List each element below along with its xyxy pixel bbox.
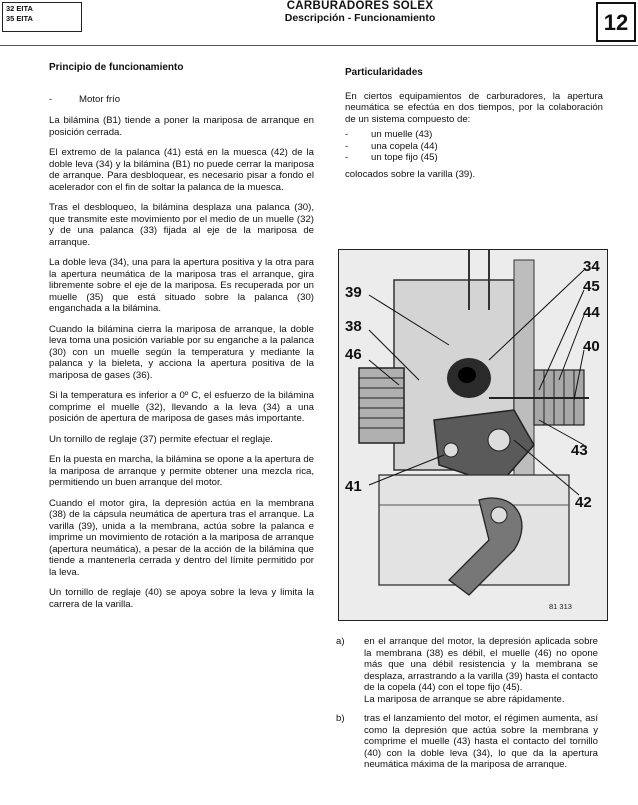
callout-label: 39 bbox=[345, 284, 362, 301]
paragraph: En la puesta en marcha, la bilámina se opone a la apertura de la mariposa de arranque y permite obtener una mezcla rica, permitiendo un buen arranque del motor. bbox=[49, 454, 314, 488]
item-text: La mariposa de arranque se abre rápidamente. bbox=[364, 693, 565, 705]
carburetor-photo bbox=[338, 249, 608, 621]
item-text: en el arranque del motor, la depresión aplicada sobre la membrana (38) es débil, el muelle (46) no opone más que una débil resistencia y la membrana se desplaza, arrastrando a la varilla (39) hasta el contacto de la copela (44) con el tope fijo (45). bbox=[364, 636, 598, 693]
item-label: a) bbox=[336, 636, 345, 647]
header-divider bbox=[0, 45, 638, 46]
paragraph: Si la temperatura es inferior a 0º C, el esfuerzo de la bilámina comprime el muelle (32), llevando a la leva (34) a una posición de apertura de mariposa de gases más importante. bbox=[49, 390, 314, 424]
paragraph: Cuando la bilámina cierra la mariposa de arranque, la doble leva toma una posición variable por su enganche a la palanca (30) con un muelle según la temperatura y mediante la palanca y la bieleta, y acciona la apertura positiva de la mariposa de gases (36). bbox=[49, 323, 314, 381]
right-column-top bbox=[345, 67, 603, 189]
model-code-box bbox=[2, 2, 82, 32]
paragraph: Un tornillo de reglaje (40) se apoya sobre la leva y limita la carrera de la varilla. bbox=[49, 587, 314, 610]
dash-marker: - bbox=[49, 93, 53, 105]
labeled-item bbox=[336, 636, 598, 705]
model-code: 35 EITA bbox=[6, 14, 33, 23]
dash-item-text: Motor frío bbox=[79, 93, 121, 105]
item-label: b) bbox=[336, 713, 345, 724]
callout-label: 43 bbox=[571, 442, 588, 459]
paragraph: Cuando el motor gira, la depresión actúa en la membrana (38) de la cápsula neumática de apertura tras el arranque. La varilla (39), unida a la membrana, actúa sobre la palanca e imprime un movimiento de rotación a la mariposa de arranque (apertura neumática), a pesar de la acción de la bilámina que tiende a mantenerla cerrada y dentro del límite permitido por la leva. bbox=[49, 497, 314, 578]
list-item-text: un tope fijo (45) bbox=[371, 152, 438, 163]
carburetor-illustration bbox=[339, 250, 608, 621]
section-heading: Particularidades bbox=[345, 67, 423, 78]
section-heading: Principio de funcionamiento bbox=[49, 62, 184, 73]
list-item-text: un muelle (43) bbox=[371, 129, 433, 140]
callout-label: 41 bbox=[345, 478, 362, 495]
callout-label: 40 bbox=[583, 338, 600, 355]
left-column bbox=[49, 62, 314, 619]
callout-label: 42 bbox=[575, 494, 592, 511]
right-column-bottom bbox=[336, 636, 598, 779]
callout-label: 44 bbox=[583, 304, 600, 321]
list-item: - una copela (44) bbox=[345, 140, 438, 152]
paragraph: La doble leva (34), una para la apertura positiva y la otra para la apertura neumática de la mariposa tras el arranque, gira libremente sobre el eje de la mariposa. Es recuperada por un muelle (35) que está situado sobre la palanca (30) enganchada a la bilámina. bbox=[49, 257, 314, 314]
page-number: 12 bbox=[596, 2, 636, 42]
paragraph: colocados sobre la varilla (39). bbox=[345, 168, 476, 180]
paragraph: En ciertos equipamientos de carburadores, la apertura neumática se efectúa en dos tiempos, por la colaboración de un sistema compuesto de: bbox=[345, 90, 603, 125]
page-title: CARBURADORES SOLEX bbox=[286, 0, 434, 12]
figure-code: 81 313 bbox=[549, 602, 572, 611]
dash-item bbox=[49, 94, 314, 106]
paragraph: Un tornillo de reglaje (37) permite efectuar el reglaje. bbox=[49, 433, 273, 445]
model-code: 32 EITA bbox=[6, 4, 33, 13]
paragraph: El extremo de la palanca (41) está en la muesca (42) de la doble leva (34) y la bilámina (B1) no puede cerrar la mariposa de arranque. Para desbloquear, es necesario pisar a fondo el acelerador con el fin de soltar la palanca de la muesca. bbox=[49, 147, 314, 193]
list-item: - un muelle (43) bbox=[345, 129, 433, 140]
labeled-item bbox=[336, 713, 598, 771]
page-subtitle: Descripción - Funcionamiento bbox=[284, 12, 436, 24]
callout-label: 34 bbox=[583, 258, 600, 275]
item-text: tras el lanzamiento del motor, el régimen aumenta, así como la depresión que actúa sobre la membrana y comprime el muelle (43) hasta el contacto del tornillo (40) con la doble leva (34), lo que da la apertura neumática máxima de la mariposa de arranque. bbox=[364, 713, 598, 770]
list-item: - un tope fijo (45) bbox=[345, 152, 438, 163]
paragraph: Tras el desbloqueo, la bilámina desplaza una palanca (30), que transmite este movimiento por el medio de un muelle (32) y de una palanca (33) fijada al eje de la mariposa de arranque. bbox=[49, 202, 314, 248]
callout-label: 38 bbox=[345, 318, 362, 335]
callout-label: 46 bbox=[345, 346, 362, 363]
callout-label: 45 bbox=[583, 278, 600, 295]
paragraph: La bilámina (B1) tiende a poner la mariposa de arranque en posición cerrada. bbox=[49, 115, 314, 138]
list-item-text: una copela (44) bbox=[371, 140, 438, 152]
